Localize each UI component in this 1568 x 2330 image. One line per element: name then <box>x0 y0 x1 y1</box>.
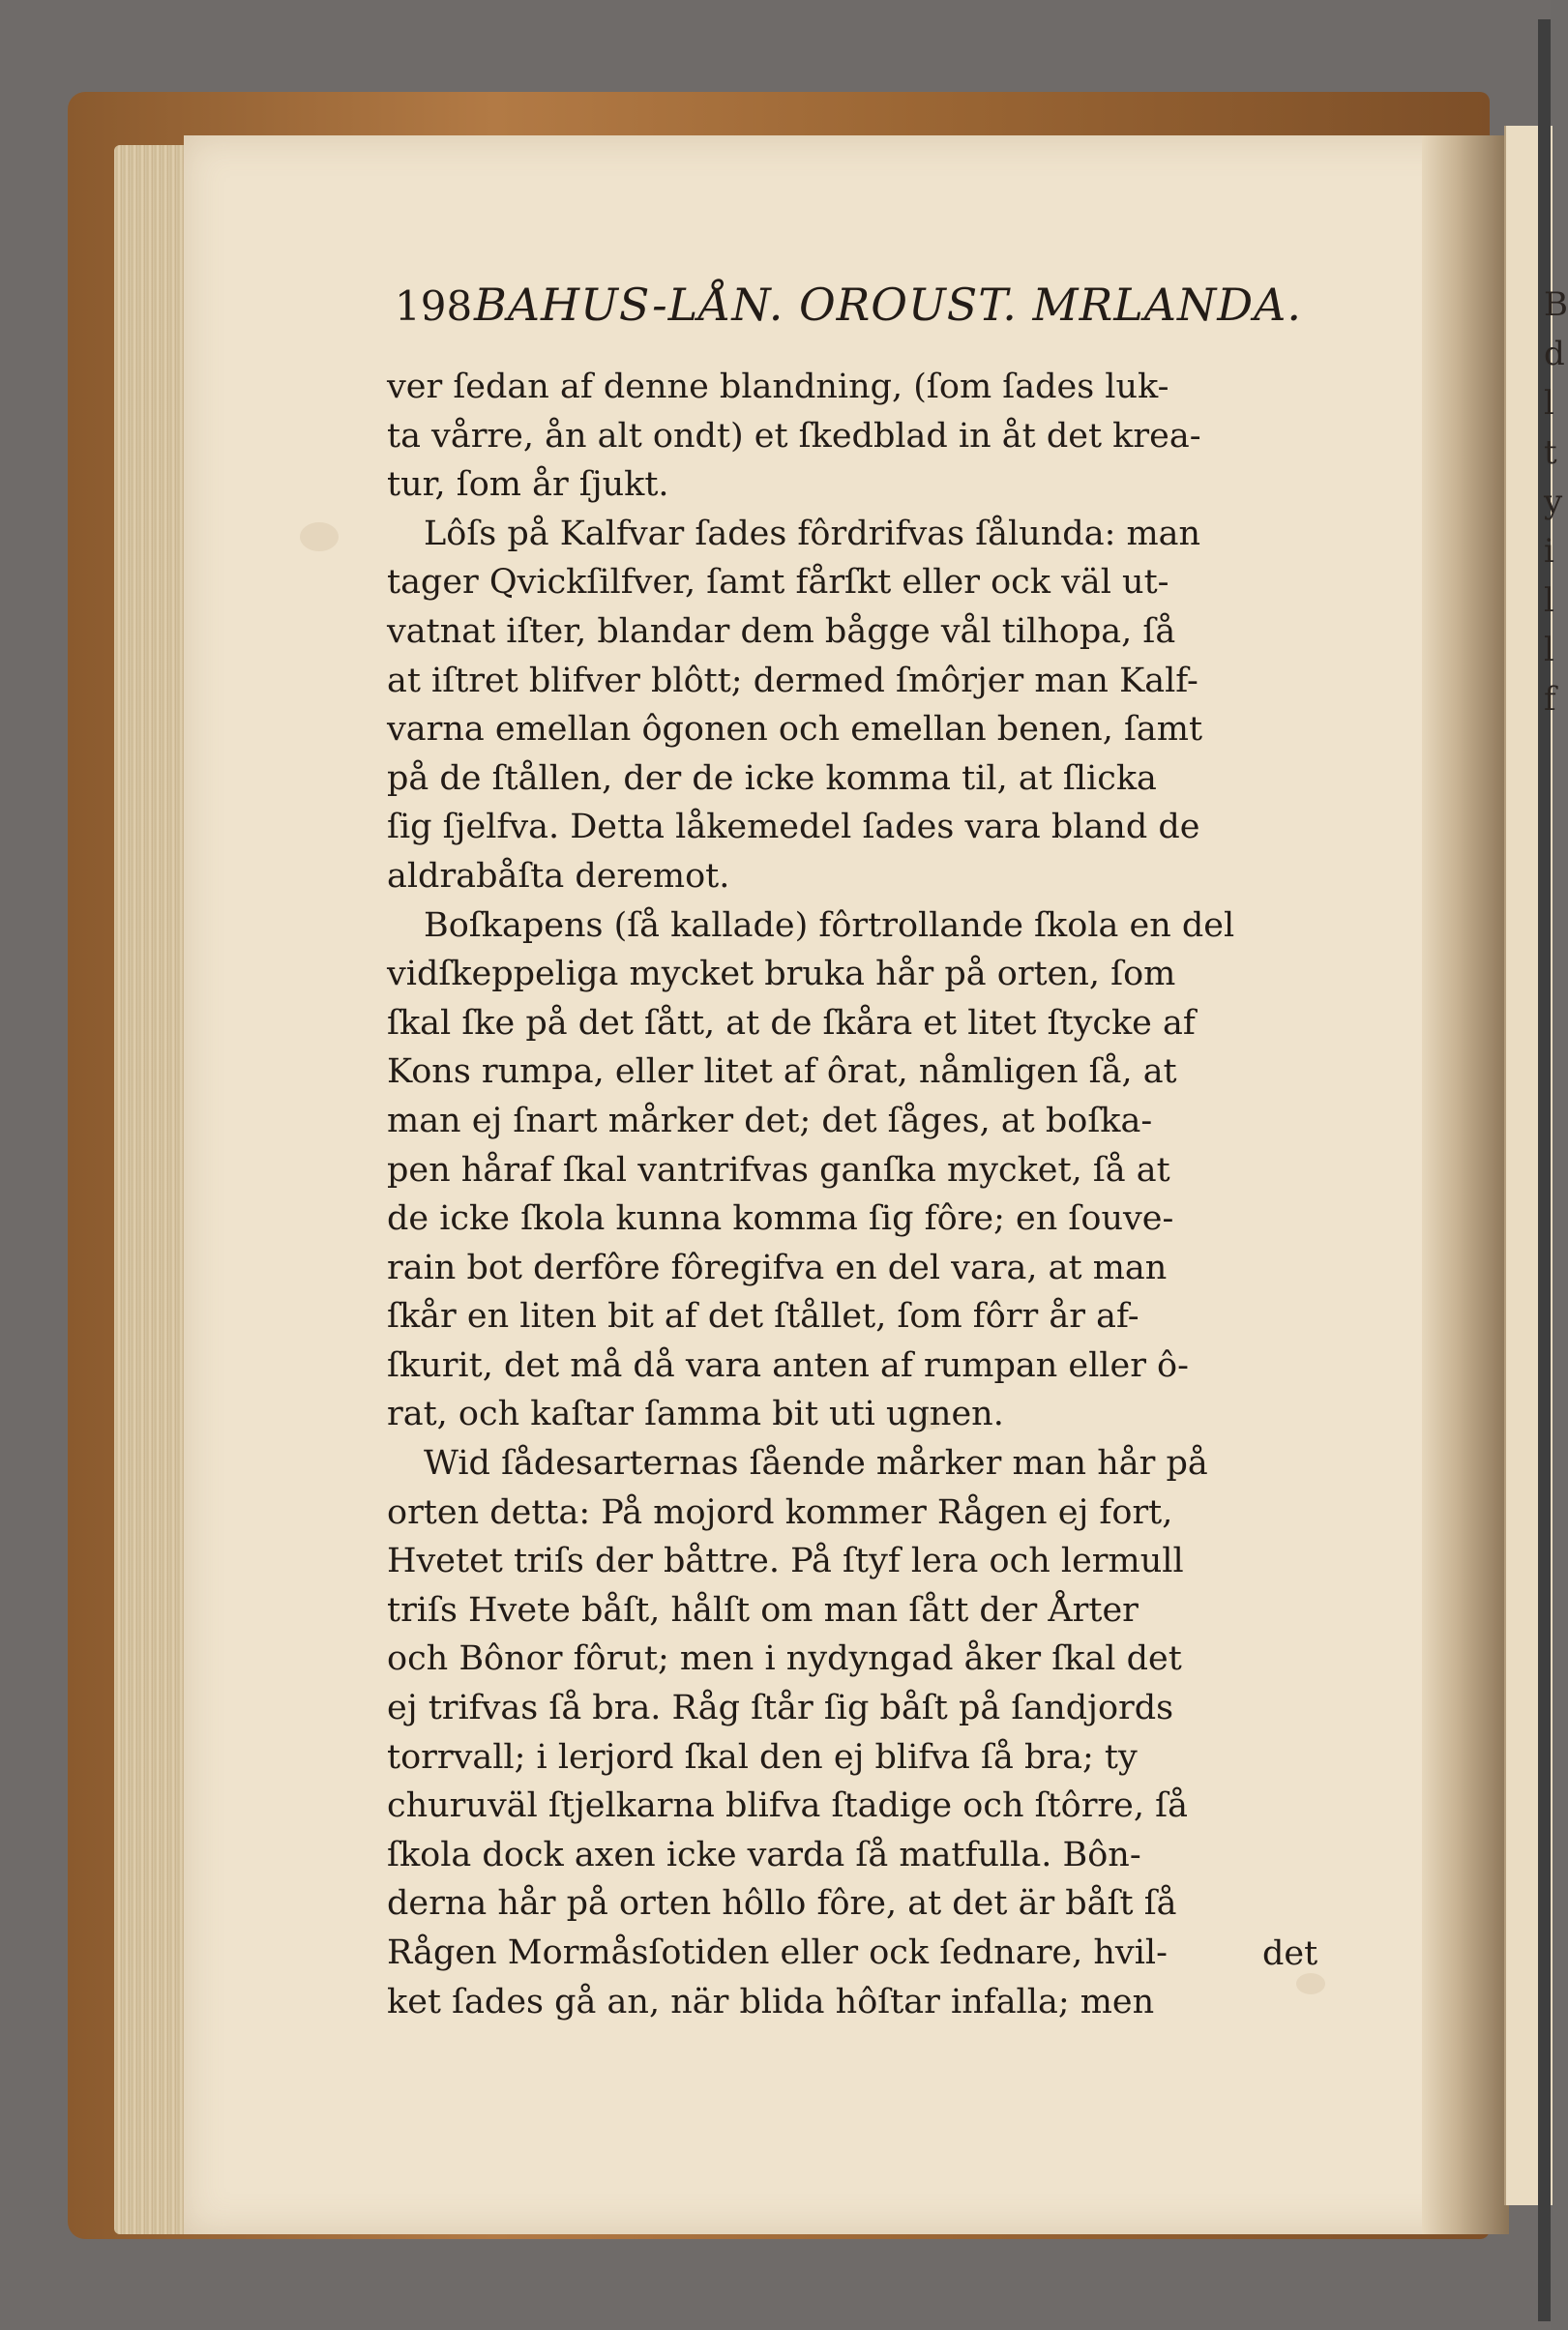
text-line: ſig ſjelfva. Detta låkemedel ſades vara bland de <box>387 808 1200 847</box>
text-line: ſkår en liten bit af det ſtållet, ſom fôrr år af- <box>387 1297 1139 1337</box>
adjacent-letter: B <box>1544 285 1568 324</box>
text-line: Boſkapens (ſå kallade) fôrtrollande ſkola en del <box>424 905 1235 945</box>
adjacent-letter: i <box>1544 532 1554 571</box>
text-line: ej trifvas ſå bra. Råg ſtår ſig båſt på ſandjords <box>387 1689 1174 1728</box>
text-line: Hvetet triſs der båttre. På ſtyf lera och lermull <box>387 1542 1184 1581</box>
adjacent-letter: d <box>1544 335 1565 373</box>
adjacent-letter: t <box>1544 433 1557 472</box>
page-edges <box>114 145 192 2234</box>
adjacent-page-letters <box>1544 280 1568 724</box>
text-line: ver ſedan af denne blandning, (ſom ſades luk- <box>387 368 1169 406</box>
text-line: orten detta: På mojord kommer Rågen ej fort, <box>387 1492 1173 1532</box>
text-line: triſs Hvete båſt, hålſt om man ſått der Årter <box>387 1590 1139 1630</box>
foxing-spot <box>300 522 339 551</box>
text-line: tur, ſom år ſjukt. <box>387 465 669 505</box>
page-header <box>395 279 1314 340</box>
text-line: de icke ſkola kunna komma ſig fôre; en ſouve- <box>387 1199 1174 1239</box>
text-line: man ej ſnart mårker det; det ſåges, at boſka- <box>387 1101 1153 1140</box>
text-line: varna emellan ôgonen och emellan benen, ſamt <box>387 710 1203 750</box>
text-line: ſkal ſke på det ſått, at de ſkåra et litet ſtycke af <box>387 1003 1196 1043</box>
text-line: torrvall; i lerjord ſkal den ej blifva ſå bra; ty <box>387 1737 1138 1777</box>
text-line: Wid ſådesarternas ſående mårker man hår på <box>424 1444 1208 1484</box>
catchword: det <box>1262 1934 1318 1973</box>
text-line: churuväl ſtjelkarna blifva ſtadige och ſtôrre, ſå <box>387 1786 1188 1826</box>
text-line: Kons rumpa, eller litet af ôrat, nåmligen ſå, at <box>387 1052 1177 1092</box>
adjacent-letter: f <box>1544 680 1556 719</box>
text-line: ſkola dock axen icke varda ſå matfulla. Bôn- <box>387 1835 1141 1874</box>
running-head: BAHUS-LÅN. OROUST. MRLANDA. <box>474 279 1302 331</box>
text-line: på de ſtållen, der de icke komma til, at ſlicka <box>387 758 1157 798</box>
text-line: och Bônor fôrut; men i nydyngad åker ſkal det <box>387 1639 1182 1679</box>
page-gutter <box>1422 135 1509 2234</box>
text-line: rat, och kaſtar ſamma bit uti ugnen. <box>387 1395 1004 1434</box>
text-line: Lôſs på Kalfvar ſades fôrdrifvas ſålunda: man <box>424 514 1201 553</box>
text-line: derna hår på orten hôllo fôre, at det är båſt ſå <box>387 1884 1177 1924</box>
adjacent-letter: y <box>1544 483 1563 521</box>
text-line: pen håraf ſkal vantrifvas ganſka mycket, ſå at <box>387 1150 1170 1190</box>
adjacent-letter: l <box>1544 384 1554 423</box>
text-line: vidſkeppeliga mycket bruka hår på orten, ſom <box>387 955 1176 994</box>
body-text <box>387 363 1335 2026</box>
text-line: at iſtret blifver blôtt; dermed ſmôrjer man Kalf- <box>387 661 1198 700</box>
text-line: aldrabåſta deremot. <box>387 856 730 896</box>
page-number: 198 <box>395 282 473 330</box>
text-line: ket ſades gå an, när blida hôſtar infalla; men <box>387 1982 1155 2021</box>
text-line: Rågen Mormåsſotiden eller ock ſednare, hvil- <box>387 1933 1168 1972</box>
adjacent-letter: l <box>1544 581 1554 620</box>
text-line: ta vårre, ån alt ondt) et ſkedblad in åt det krea- <box>387 416 1201 456</box>
text-line: tager Qvickſilfver, ſamt fårſkt eller ock väl ut- <box>387 563 1169 603</box>
text-line: ſkurit, det må då vara anten af rumpan eller ô- <box>387 1345 1189 1385</box>
text-line: rain bot derfôre fôregifva en del vara, at man <box>387 1248 1168 1287</box>
adjacent-letter: l <box>1544 631 1554 669</box>
text-line: vatnat iſter, blandar dem bågge vål tilhopa, ſå <box>387 611 1176 651</box>
